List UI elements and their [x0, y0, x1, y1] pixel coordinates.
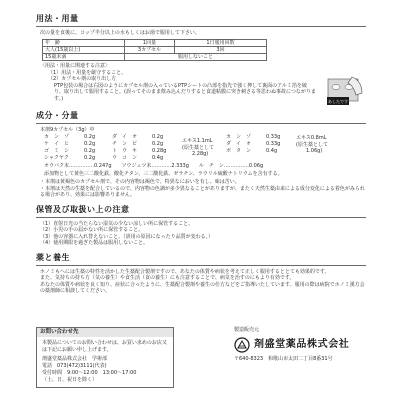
maker-label: 製造販売元 — [234, 327, 260, 333]
ingredient-item: カ ン ゾ 0.2g — [44, 134, 96, 141]
ingredients-oxy-line: オウバク末……………0.247g ソウジュツ末…………2.333g ル チ ン……………0.06g — [44, 163, 264, 170]
ingredient-item: ボ タ ン 0.4g — [226, 148, 278, 155]
lifestyle-paragraph: また、気持ちの持ち方（気の養生）や食生活（食の養生）にも注意することで、病気を治すのにもより有効です。 — [40, 275, 295, 282]
company-logo-icon — [234, 337, 250, 353]
dosage-note-2: （2）カプセル剤の取り出し方 — [48, 76, 117, 83]
storage-item: （2）小児の手の届かない所に保管すること。 — [40, 227, 144, 234]
ingredients-head: 本剤9カプセル（3g）中 — [40, 126, 95, 133]
storage-item: （3）他の容器に入れ替えないこと。（誤用の原因になったり品質が変わる。） — [40, 233, 214, 240]
dosage-table-row — [43, 54, 267, 61]
dosage-table — [42, 39, 267, 62]
storage-section — [36, 205, 366, 247]
storage-item: （1）直射日光の当たらない湿気の少ない涼しい所に保管すること。 — [40, 220, 194, 227]
contact-box — [36, 327, 174, 388]
section-divider — [36, 265, 366, 266]
ingredient-item: ケ イ ヒ 0.2g — [44, 141, 96, 148]
ingredients-bullet: ・本剤は黄褐色のカプセル剤で、その内容物は褐色で、特異なにおいを有し、味は苦い。 — [40, 179, 240, 186]
ingredient-item: ト ウ キ 0.28g — [112, 148, 167, 155]
contact-phone: 電話 073(472)3111(代表) — [42, 362, 107, 369]
ingredient-item: ウ コ ン 0.4g — [112, 155, 164, 162]
extract-1: エキス1.1mL (原生薬として 2.28g) — [182, 138, 214, 158]
contact-hours-note: （土、日、祝日を除く） — [42, 376, 98, 383]
storage-item: （4）使用期限を過ぎた製品は服用しないこと。 — [40, 240, 149, 247]
section-divider — [36, 123, 366, 124]
ingredients-title: 成分・分量 — [36, 110, 79, 120]
ptp-illustration — [322, 75, 366, 107]
lifestyle-text — [40, 269, 366, 295]
section-divider — [36, 217, 366, 218]
dosage-cell-amount: 3カプセル — [125, 46, 175, 53]
dosage-header-age: 年 齢 — [43, 39, 125, 46]
lifestyle-paragraph: ホノミもへには生薬の特性を活かした生薬配合製剤ですので、あなたの体質や病状を考えて正しく服用するととても効果的です。 — [40, 268, 330, 275]
ingredients-bullets — [40, 179, 366, 199]
lifestyle-paragraph: あなたの体質や病状を良く知り、症状に合ったように、生薬配合製剤や養生の仕方などをご指導いたしています。服用の際は病院でホノミ漢方会の薬剤師に相談してください。 — [40, 281, 365, 295]
dosage-notes — [40, 63, 366, 107]
ingredients-bullet: ・本剤は天然の生薬を配合しているので、内容物の色調が多少異なることがありますが、またく天然生薬由来による成分変化による着色がみられる場合があり、効果には影響ありません。 — [40, 185, 365, 199]
dosage-intro: 次の量を食後に、コップ半分以上の水もしくはお湯で服用して下さい。 — [40, 30, 200, 36]
lifestyle-title: 薬と養生 — [36, 252, 70, 262]
ingredients-section — [36, 111, 366, 199]
dosage-section — [36, 14, 366, 107]
lifestyle-section — [36, 253, 366, 295]
section-divider — [36, 26, 366, 27]
ingredients-grid — [44, 134, 366, 162]
ingredient-item: カ ン ゾ 0.33g — [226, 134, 281, 141]
dosage-cell-age: 大人(15歳以上) — [43, 46, 125, 53]
contact-company: 剤盛堂薬品株式会社 学術部 — [42, 355, 108, 362]
dosage-header-amount: 1回量 — [125, 39, 175, 46]
dosage-cell-times: 3回 — [175, 46, 267, 53]
contact-body — [37, 337, 173, 387]
ptp-image-label: あしたです — [328, 98, 348, 104]
maker-name: 剤盛堂薬品株式会社 — [254, 339, 350, 350]
storage-title: 保管及び取扱い上の注意 — [36, 204, 130, 214]
maker-name-row — [234, 337, 366, 353]
ingredient-item: シャクヤク 0.2g — [44, 155, 96, 162]
ingredients-col2 — [226, 134, 294, 162]
ingredient-item: ダ イ オ 0.2g — [112, 134, 164, 141]
dosage-table-row — [43, 46, 267, 53]
ingredient-item: チ ン ピ 0.2g — [112, 141, 164, 148]
ingredients-col1b — [112, 134, 180, 162]
contact-hours: 受付時間 9:00～12:00 13:00～17:00 — [42, 369, 137, 376]
ptp-instructions — [40, 83, 366, 107]
ingredient-item: ダ イ オ 0.33g — [226, 141, 281, 148]
dosage-note-1: （1）用法・用量を厳守すること。 — [48, 69, 127, 76]
footer — [36, 327, 366, 388]
dosage-cell-age: 15歳未満 — [43, 54, 125, 61]
dosage-title: 用法・用量 — [36, 14, 79, 23]
dosage-header-times: 1日服用回数 — [175, 39, 267, 46]
contact-line: 本製品についてのお問い合わせは、お買い求めのお店又は下記にお願い申し上げます。 — [42, 339, 167, 353]
ingredients-additives: 添加物として黄色三二酸化鉄、酸化チタン、三二酸化鉄、ゼラチン、ラウリル硫酸ナトリウムを含有する。 — [44, 170, 283, 177]
ptp-text: PTP包装の場合は右図のようにカプセル剤の入っているPTPシートの凸部を指先で強く押して裏面のアルミ箔を破り、取り出して服用すること。(誤ってそのまま飲み込んだりすると食道粘膜に突き刺さる等思わぬ事故につながります。) — [54, 82, 316, 102]
ptp-hand-icon — [322, 75, 366, 109]
storage-list — [40, 221, 366, 247]
dosage-cell-note: 服用しないこと — [125, 54, 267, 61]
contact-title: お問い合わせ先 — [37, 328, 173, 337]
maker-address: 〒640-8323 和歌山市太田二丁目8番31号 — [234, 356, 333, 363]
dosage-notes-title: 〈用法・用量に関連する注意〉 — [40, 63, 111, 70]
ingredients-col1 — [44, 134, 112, 162]
extract-2: エキス0.8mL (原生薬として 1.06g) — [296, 135, 328, 155]
ingredient-item: ゴ ミ シ 0.2g — [44, 148, 96, 155]
dosage-table-header — [43, 39, 267, 46]
maker-block — [234, 327, 366, 388]
